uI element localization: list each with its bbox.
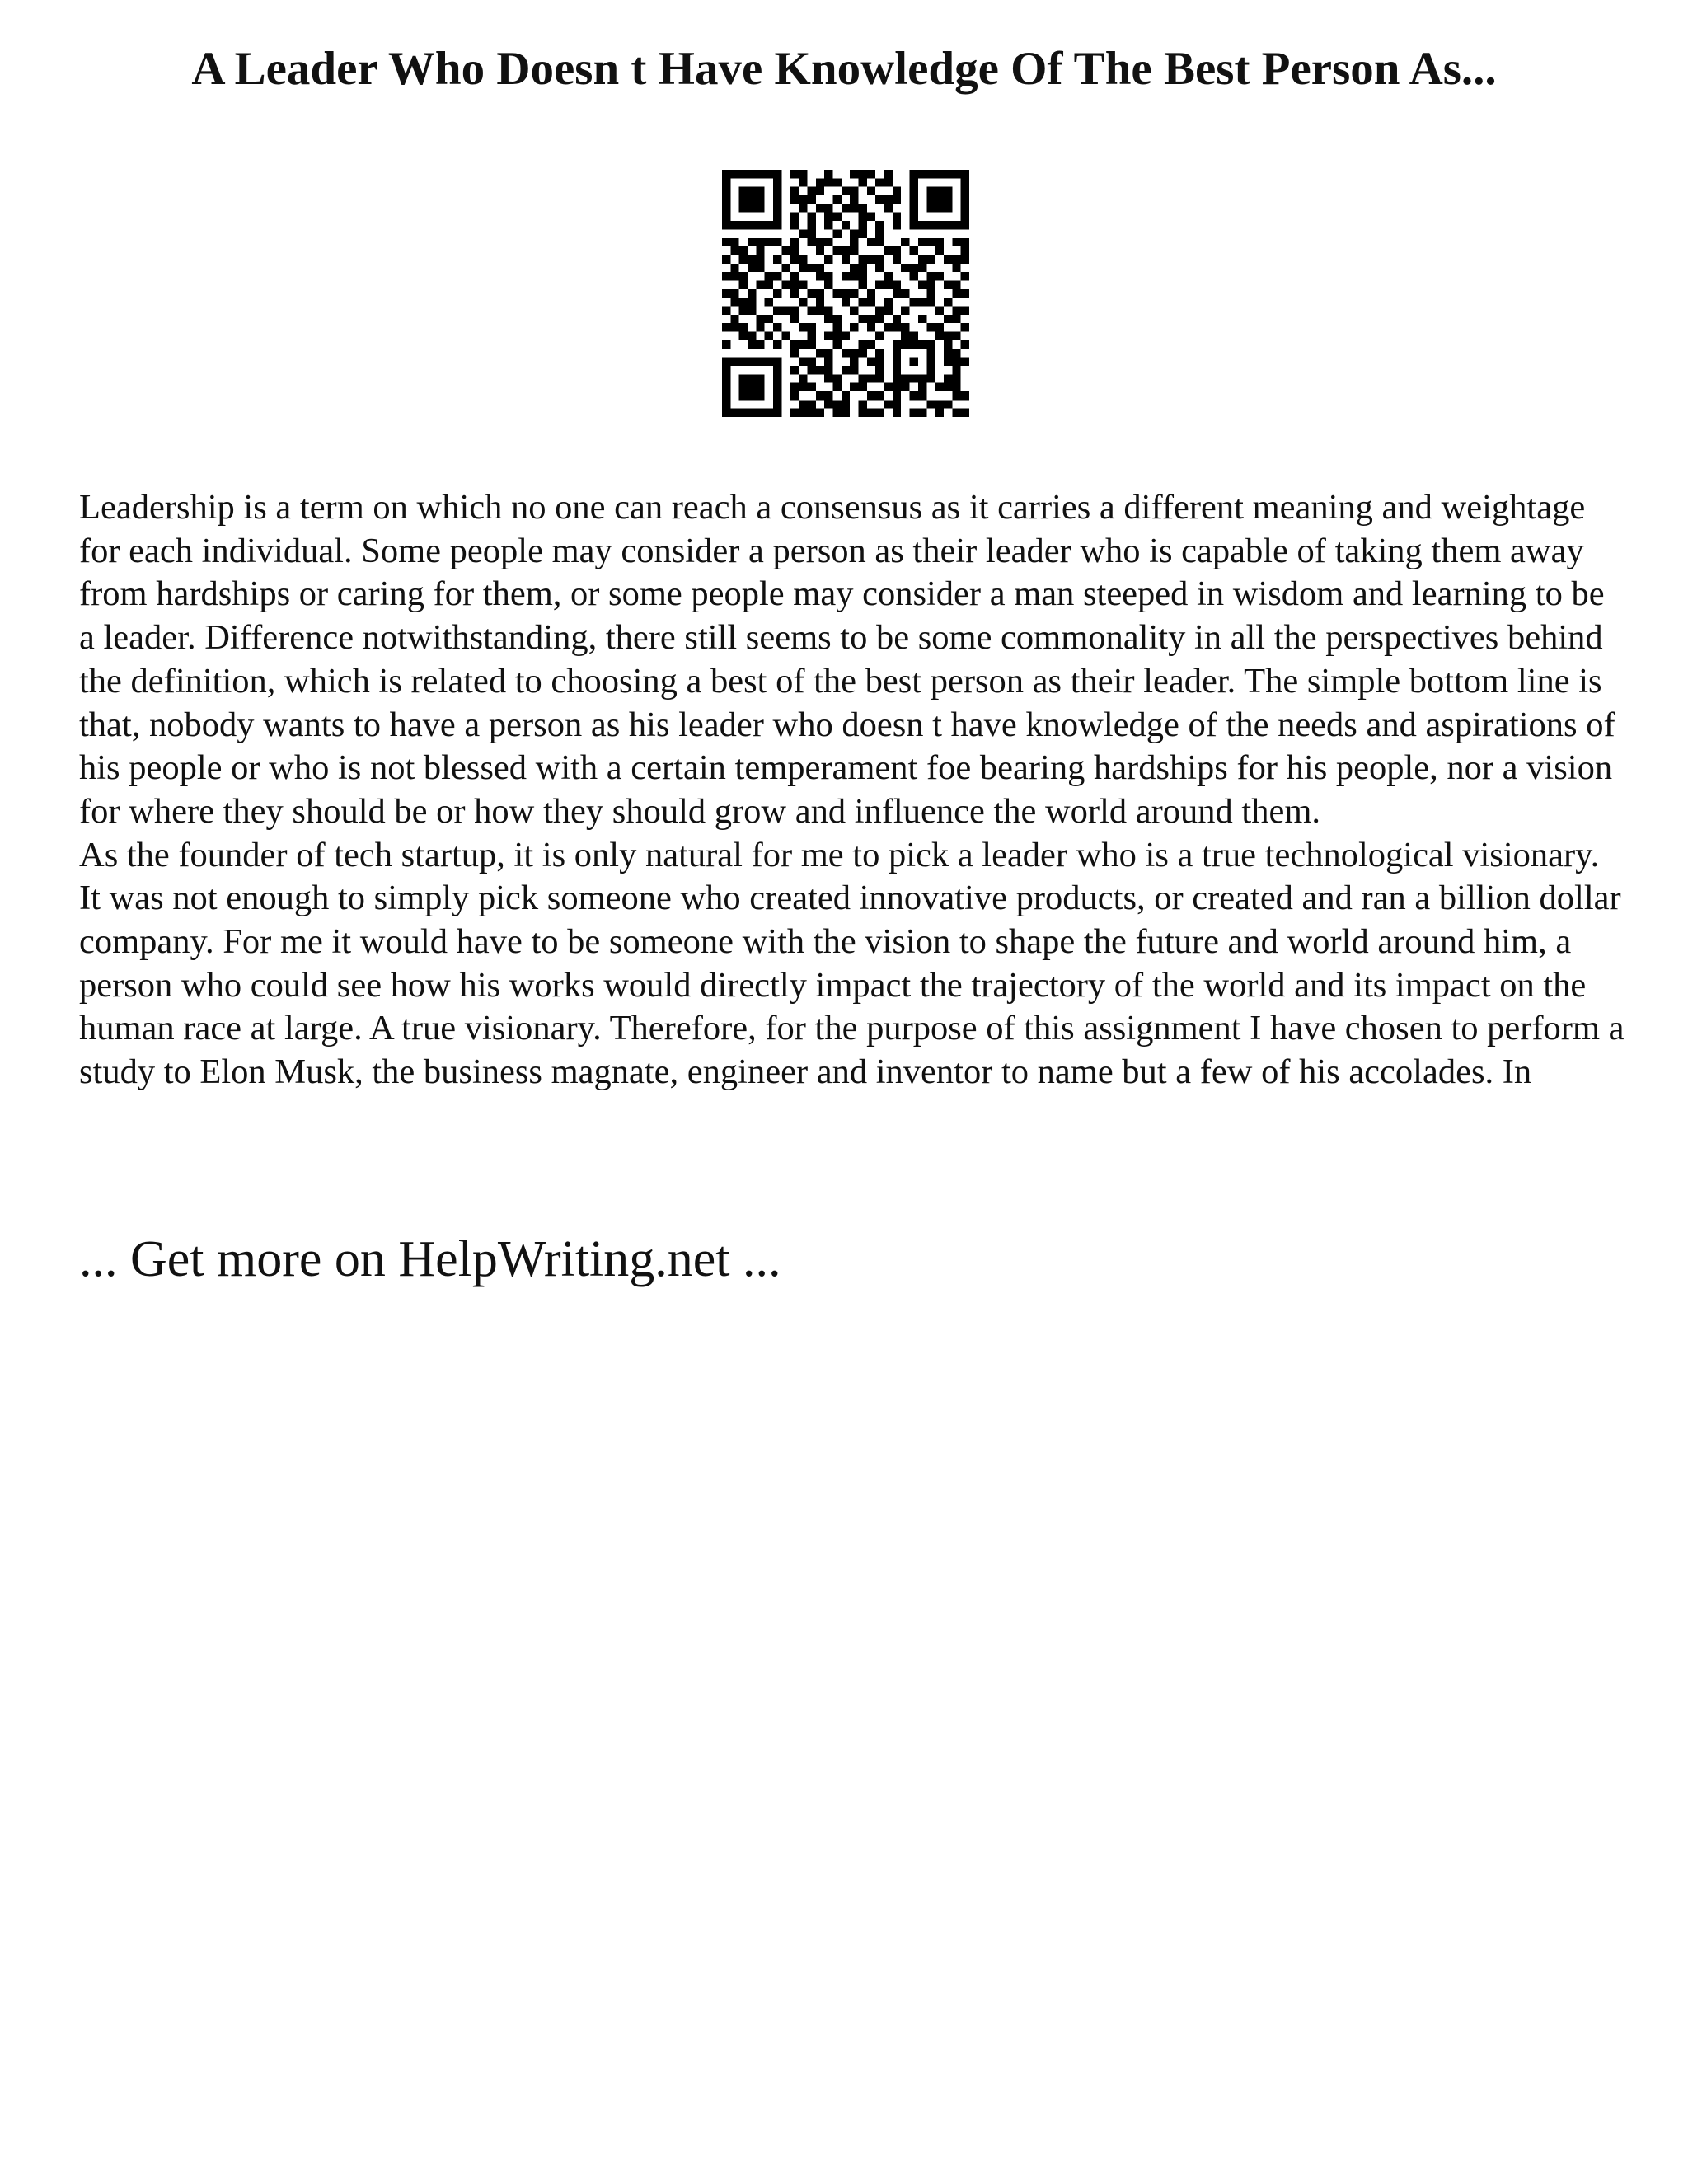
body-paragraph: Leadership is a term on which no one can reach a consensus as it carries a different meaning and weightage for each individual. Some people may consider a person as their leader who is capable of taking them away from hardships or caring for them, or some people may consider a man steeped in wisdom and learning to be a leader. Difference notwithstanding, there still seems to be some commonality in all the perspectives behind the definition, which is related to choosing a best of the best person as their leader. The simple bottom line is that, nobody wants to have a person as his leader who doesn t have knowledge of the needs and aspirations of his people or who is not blessed with a certain temperament foe bearing hardships for his people, nor a vision for where they should be or how they should grow and influence the world around them. [79,488,1615,831]
qr-code-icon [722,170,969,417]
get-more-link[interactable]: ... Get more on HelpWriting.net ... [79,1231,781,1287]
page-title: A Leader Who Doesn t Have Knowledge Of The Best Person As... [191,43,1497,95]
article-body [79,486,1629,1094]
body-paragraph: As the founder of tech startup, it is only natural for me to pick a leader who is a true technological visionary. It was not enough to simply pick someone who created innovative products, or created and ran a billion dollar company. For me it would have to be someone with the vision to shape the future and world around him, a person who could see how his works would directly impact the trajectory of the world and its impact on the human race at large. A true visionary. Therefore, for the purpose of this assignment I have chosen to perform a study to Elon Musk, the business magnate, engineer and inventor to name but a few of his accolades. In [79,835,1625,1092]
